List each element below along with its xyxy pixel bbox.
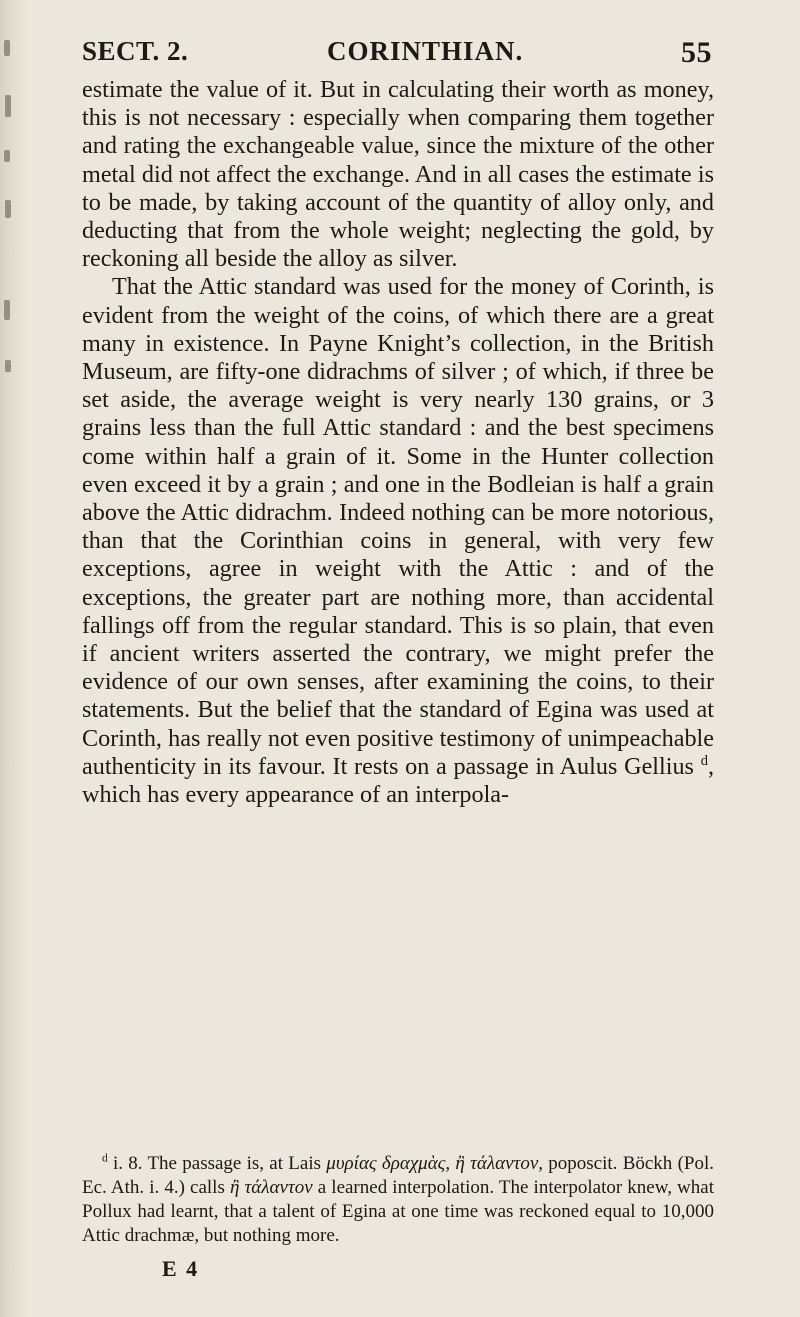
gutter-mark: [5, 360, 11, 372]
paragraph: estimate the value of it. But in calculating their worth as money, this is not necessary : especially when comparing them together and rating the exchangeable value, since the mixture of the other metal did not affect the exchange. And in all cases the estimate is to be made, by taking account of the quantity of alloy only, and deducting that from the whole weight; neglecting the gold, by reckoning all beside the alloy as silver.: [82, 76, 714, 273]
page-number: 55: [681, 36, 712, 69]
main-text: [82, 76, 714, 809]
binding-gutter: [0, 0, 28, 1317]
running-title: CORINTHIAN.: [327, 36, 524, 66]
paragraph: [82, 273, 714, 809]
gutter-mark: [4, 150, 10, 162]
greek-quotation: μυρίας δραχμὰς, ἢ τάλαντον,: [326, 1153, 544, 1174]
signature-mark: E 4: [162, 1256, 200, 1281]
gutter-mark: [5, 200, 11, 218]
gutter-mark: [4, 40, 10, 56]
footnote-reference: d: [700, 752, 708, 769]
footnote-marker: d: [102, 1152, 108, 1165]
footnote-text-part: poposcit. Böckh (Pol. Ec. Ath. i. 4.) calls: [82, 1153, 714, 1198]
footnote-text-part: i. 8. The passage is, at Lais: [107, 1153, 327, 1174]
paragraph-text: That the Attic standard was used for the money of Corinth, is evident from the weight of the coins, of which there are a great many in existence. In Payne Knight’s collection, in the British Museum, are fifty-one didrachms of silver ; of which, if three be set aside, the average weight is very nearly 130 grains, or 3 grains less than the full Attic standard : and the best specimens come within half a grain of it. Some in the Hunter collection even exceed it by a grain ; and one in the Bodleian is half a grain above the Attic didrachm. Indeed nothing can be more notorious, than that the Corinthian coins in general, with very few exceptions, agree in weight with the Attic : and of the exceptions, the greater part are nothing more, than accidental fallings off from the regular standard. This is so plain, that even if ancient writers asserted the contrary, we might prefer the evidence of our own senses, after examining the coins, to their statements. But the belief that the standard of Egina was used at Corinth, has really not even positive testimony of unimpeachable authenticity in its favour. It rests on a passage in Aulus Gellius: [82, 273, 714, 780]
greek-quotation: ἢ τάλαντον: [229, 1177, 313, 1198]
paragraph-text: , which has every appearance of an interpola-: [82, 752, 714, 809]
section-label: SECT. 2.: [82, 36, 189, 66]
running-header: [82, 30, 712, 70]
footnote-text-part: a learned interpolation. The interpolator knew, what Pollux had learnt, that a talent of Egina at one time was reckoned equal to 10,000 Attic drachmæ, but nothing more.: [82, 1177, 714, 1246]
gutter-mark: [4, 300, 10, 320]
gutter-mark: [5, 95, 11, 117]
footnote-text: [82, 1152, 714, 1248]
footnote: [82, 1152, 714, 1248]
